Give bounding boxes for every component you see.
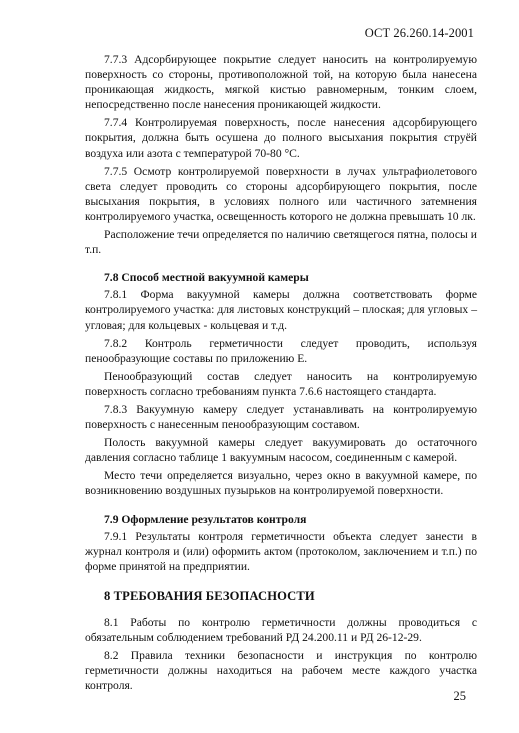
section-heading-7-9: 7.9 Оформление результатов контроля <box>104 512 307 526</box>
page-number: 25 <box>453 689 466 703</box>
paragraph-7-8-1: 7.8.1 Форма вакуумной камеры должна соответствовать форме контролируемого участка: для листовых конструкций – плоская; для угловых – угловая; для кольцевых - кольцевая и т.д. <box>85 288 477 332</box>
paragraph-7-7-5: 7.7.5 Осмотр контролируемой поверхности в лучах ультрафиолетового света следует проводить со стороны адсорбирующего покрытия, после высыхания покрытия, в условиях полного или частичного затемнения контролируемого участка, освещенность которого не должна превышать 10 лк. <box>85 164 477 223</box>
section-heading-7-8: 7.8 Способ местной вакуумной камеры <box>104 271 309 285</box>
chapter-heading-8: 8 ТРЕБОВАНИЯ БЕЗОПАСНОСТИ <box>104 588 315 603</box>
paragraph-7-7-3: 7.7.3 Адсорбирующее покрытие следует наносить на контролируемую поверхность со стороны, противоположной той, на которую была нанесена проникающая жидкость, мягкой кистью равномерным, тонким слоем, непосредственно после нанесения проникающей жидкости. <box>85 53 477 112</box>
paragraph-vacuum-evacuation: Полость вакуумной камеры следует вакуумировать до остаточного давления согласно таблице 1 вакуумным насосом, соединенным с камерой. <box>85 436 477 465</box>
paragraph-7-8-2: 7.8.2 Контроль герметичности следует проводить, используя пенообразующие составы по приложению Е. <box>85 336 477 365</box>
paragraph-leak-detection: Место течи определяется визуально, через окно в вакуумной камере, по возникновению воздушных пузырьков на контролируемой поверхности. <box>85 469 477 498</box>
paragraph-8-1: 8.1 Работы по контролю герметичности должны проводиться с обязательным соблюдением требований РД 24.200.11 и РД 26-12-29. <box>85 616 477 645</box>
paragraph-foam-application: Пенообразующий состав следует наносить на контролируемую поверхность согласно требованиям пункта 7.6.6 настоящего стандарта. <box>85 369 477 398</box>
document-header-id: ОСТ 26.260.14-2001 <box>364 26 474 40</box>
paragraph-7-8-3: 7.8.3 Вакуумную камеру следует устанавливать на контролируемую поверхность с нанесенным пенообразующим составом. <box>85 402 477 432</box>
paragraph-leak-location: Расположение течи определяется по наличию светящегося пятна, полосы и т.п. <box>85 228 477 257</box>
document-body <box>85 52 477 696</box>
paragraph-7-9-1: 7.9.1 Результаты контроля герметичности объекта следует занести в журнал контроля и (или) оформить актом (протоколом, заключением и т.п.) по форме принятой на предприятии. <box>85 529 477 573</box>
paragraph-8-2: 8.2 Правила техники безопасности и инструкция по контролю герметичности должны находиться на рабочем месте каждого участка контроля. <box>85 649 477 693</box>
paragraph-7-7-4: 7.7.4 Контролируемая поверхность, после нанесения адсорбирующего покрытия, должна быть осушена до полного высыхания покрытия струёй воздуха или азота с температурой 70-80 °С. <box>85 116 477 160</box>
